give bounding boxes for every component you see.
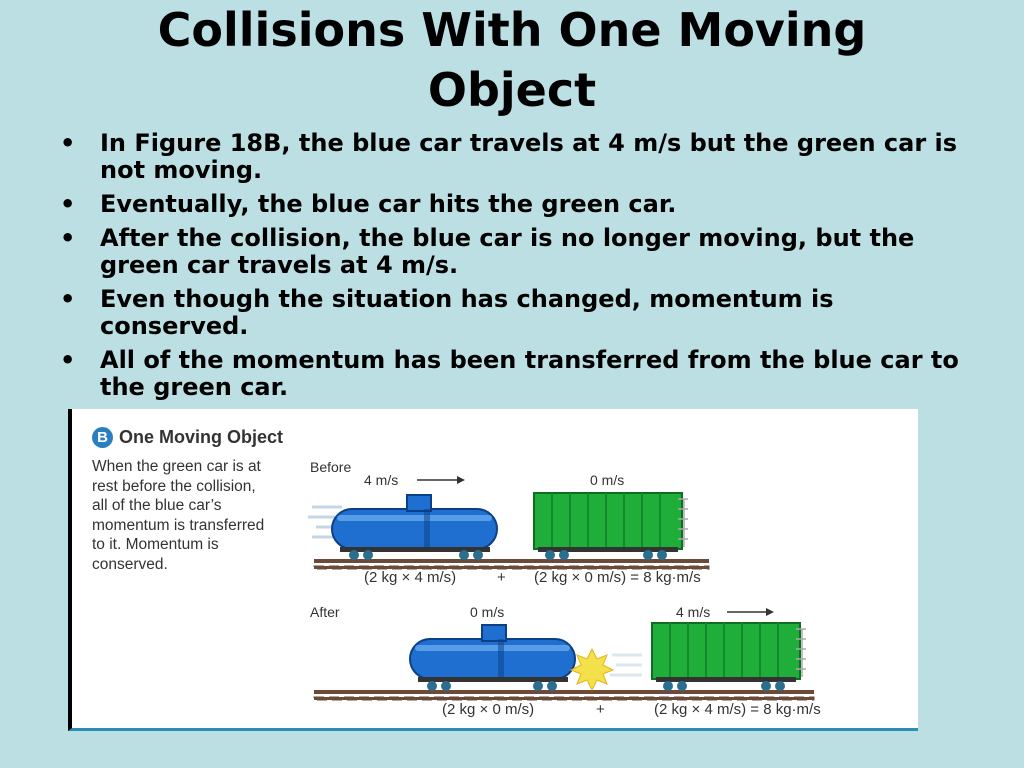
before-blue-equation: (2 kg × 4 m/s) [364,569,457,586]
after-blue-speed: 0 m/s [470,604,505,620]
after-label: After [310,604,340,620]
figure-caption: When the green car is at rest before the collision, all of the blue car’s momentum is transferred to it. Momentum is conserved. [92,458,265,573]
slide-title-line-1: Collisions With One Moving [157,3,867,57]
after-velocity-arrow [727,608,774,616]
before-green-car [534,493,688,560]
after-green-speed: 4 m/s [676,604,711,620]
bullet-glyph: • [60,224,76,252]
before-green-equation: (2 kg × 0 m/s) = 8 kg·m/s [534,569,701,586]
bullet-item [60,130,960,184]
after-blue-car [410,625,575,691]
bullet-text: Eventually, the blue car hits the green car. [100,190,677,218]
slide-title [0,0,1024,120]
bullet-text: In Figure 18B, the blue car travels at 4 m/s but the green car is not moving. [100,129,958,184]
before-label: Before [310,459,352,475]
before-track [314,559,709,569]
before-blue-speed: 4 m/s [364,472,399,488]
bullet-item [60,191,960,218]
bullet-item [60,286,960,340]
after-green-car [652,623,806,691]
after-track [314,690,814,700]
impact-burst-icon [571,649,642,690]
bullet-glyph: • [60,285,76,313]
before-blue-car [308,495,497,560]
bullet-text: After the collision, the blue car is no longer moving, but the green car travels at 4 m/s. [100,224,915,279]
bullet-text: All of the momentum has been transferred from the blue car to the green car. [100,346,959,401]
after-green-equation: (2 kg × 4 m/s) = 8 kg·m/s [654,701,821,718]
before-velocity-arrow [417,476,465,484]
before-green-speed: 0 m/s [590,472,625,488]
after-plus: + [596,701,605,718]
bullet-glyph: • [60,190,76,218]
after-blue-equation: (2 kg × 0 m/s) [442,701,535,718]
bullet-glyph: • [60,129,76,157]
figure-header [92,427,283,448]
figure-18b [68,409,918,731]
bullet-item [60,347,960,401]
figure-badge: B [92,427,113,448]
bullet-glyph: • [60,346,76,374]
bullet-item [60,225,960,279]
bullet-text: Even though the situation has changed, momentum is conserved. [100,285,834,340]
bullet-list [60,130,960,408]
before-plus: + [497,569,506,586]
figure-title: One Moving Object [119,427,284,447]
slide-title-line-2: Object [427,63,597,117]
